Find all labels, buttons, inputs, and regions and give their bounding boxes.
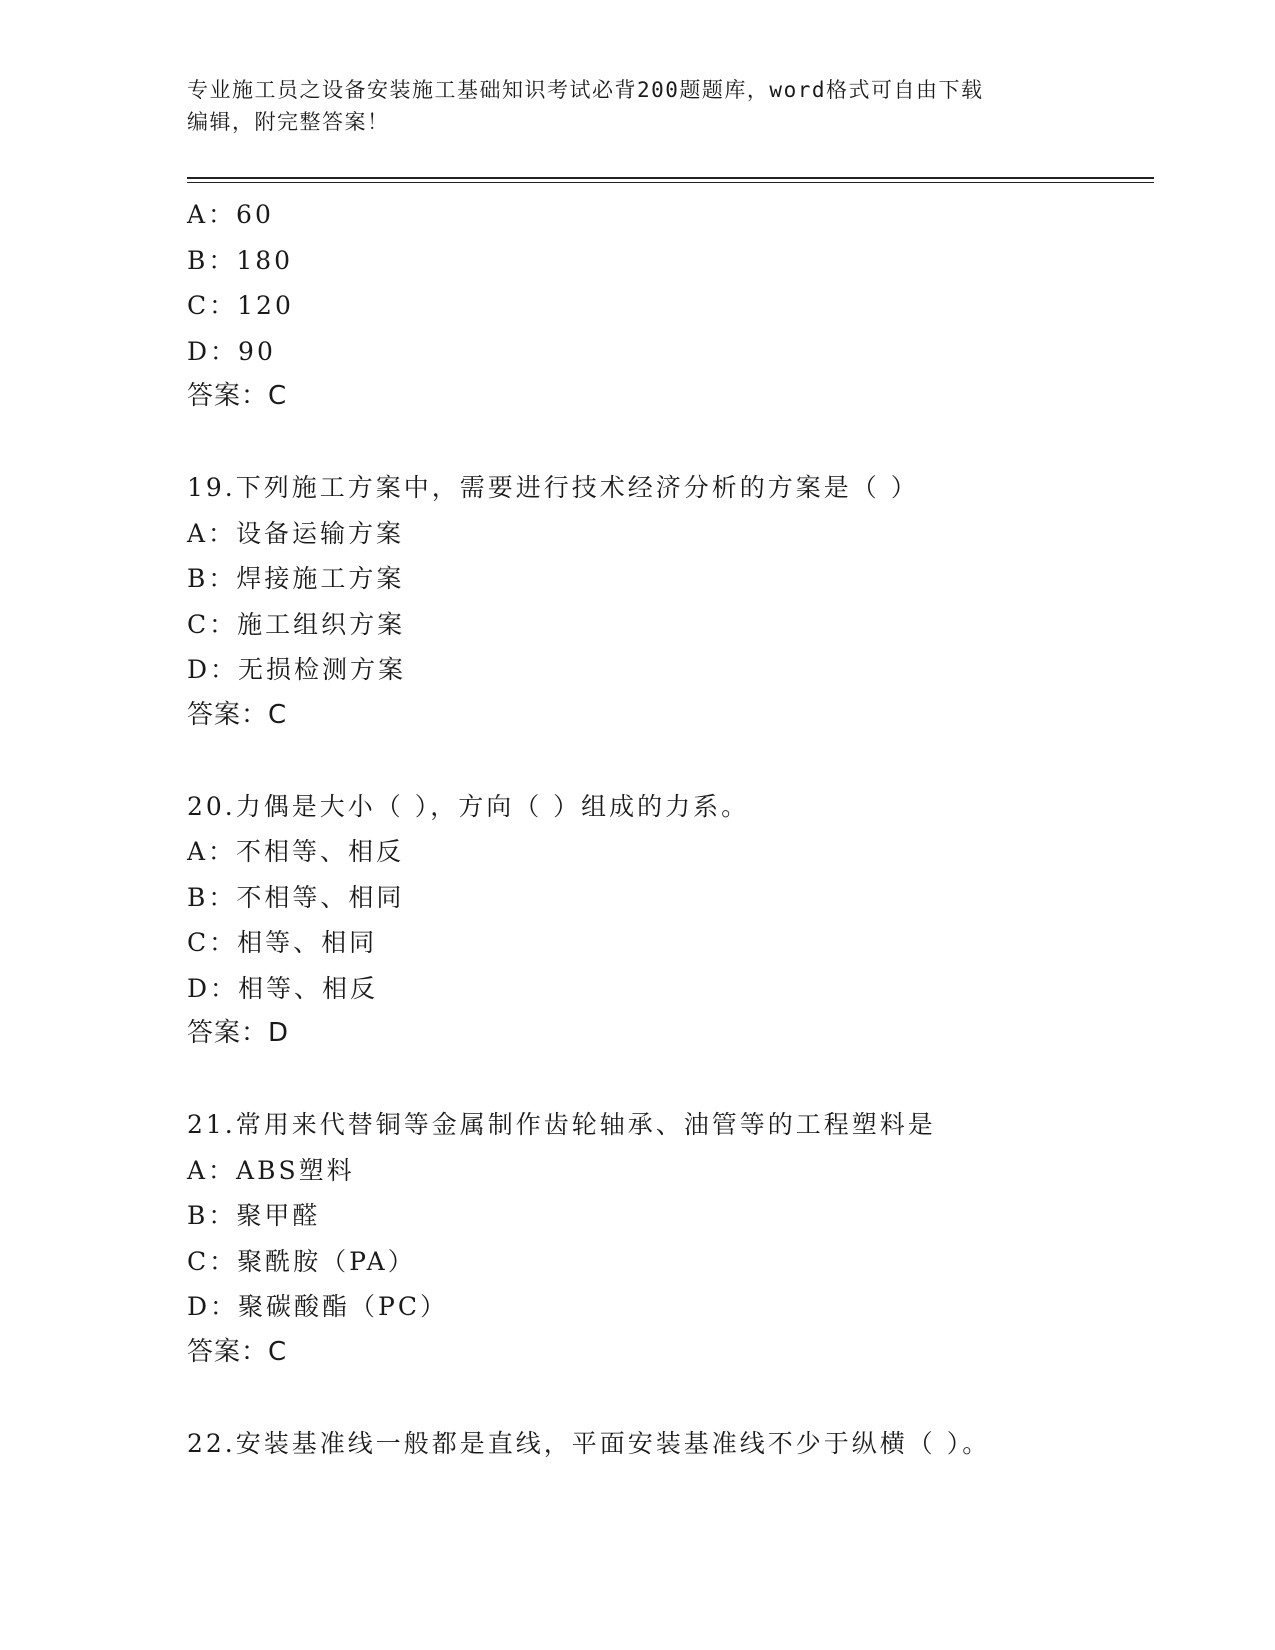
answer-line: 答案：C [187,381,288,411]
option-c: C：聚酰胺（PA） [187,1246,416,1276]
option-d: D：90 [187,336,276,366]
option-b: B：不相等、相同 [187,882,405,912]
option-a: A：不相等、相反 [187,837,405,866]
question-list [187,192,1154,1466]
spacer [187,420,1154,466]
option-c: C：施工组织方案 [187,609,406,639]
option-a: A：设备运输方案 [187,518,405,548]
header-divider-thick [187,177,1154,179]
spacer [187,1375,1154,1421]
question-text: 19.下列施工方案中，需要进行技术经济分析的方案是（ ） [187,473,919,502]
option-c: C：相等、相同 [187,928,378,957]
answer-line: 答案：C [187,1336,288,1367]
option-a: A：ABS塑料 [187,1155,355,1185]
question-19 [187,465,1154,738]
question-18-continued [187,192,1154,420]
header-title-line-2: 编辑，附完整答案！ [187,110,390,134]
option-b: B：焊接施工方案 [187,564,405,593]
option-b: B：180 [187,245,294,275]
question-text: 22.安装基准线一般都是直线，平面安装基准线不少于纵横（ ）。 [187,1428,991,1458]
option-d: D：相等、相反 [187,973,379,1003]
header-divider-thin [187,182,1154,183]
option-d: D：无损检测方案 [187,655,407,684]
question-text: 20.力偶是大小（ ），方向（ ）组成的力系。 [187,791,750,821]
spacer [187,738,1154,784]
question-22 [187,1421,1154,1467]
spacer [187,1057,1154,1103]
question-text: 21.常用来代替铜等金属制作齿轮轴承、油管等的工程塑料是 [187,1110,936,1139]
document-header [187,74,1067,138]
option-c: C：120 [187,291,294,320]
option-b: B：聚甲醛 [187,1201,321,1230]
answer-line: 答案：D [187,1018,290,1048]
question-21 [187,1102,1154,1375]
header-title-line-1: 专业施工员之设备安装施工基础知识考试必背200题题库，word格式可自由下载 [187,78,984,102]
answer-line: 答案：C [187,699,288,730]
question-20 [187,784,1154,1057]
option-d: D：聚碳酸酯（PC） [187,1292,448,1321]
option-a: A：60 [187,200,274,229]
